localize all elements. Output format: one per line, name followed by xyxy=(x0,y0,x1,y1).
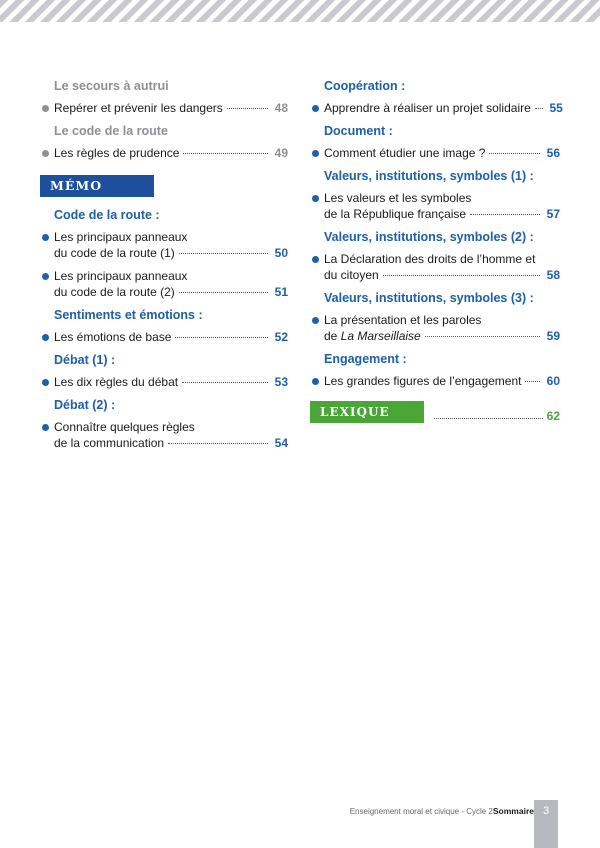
page-number-tab xyxy=(534,800,558,848)
entry-title-line: Les principaux panneaux xyxy=(54,269,188,283)
toc-entry[interactable] xyxy=(310,251,560,283)
toc-right-column xyxy=(310,78,563,423)
bullet-icon xyxy=(42,234,49,241)
leader-dots xyxy=(425,336,540,337)
bullet-icon xyxy=(42,424,49,431)
bullet-icon xyxy=(42,150,49,157)
toc-entry[interactable] xyxy=(40,100,288,116)
section-heading: Valeurs, institutions, symboles (2) : xyxy=(324,230,534,244)
entry-title-line: Les règles de prudence xyxy=(54,146,180,160)
entry-title-line: Les émotions de base xyxy=(54,330,172,344)
leader-dots xyxy=(182,382,268,383)
header-stripe-band xyxy=(0,0,600,22)
leader-dots xyxy=(489,153,540,154)
toc-left-column xyxy=(40,78,288,458)
bullet-icon xyxy=(42,334,49,341)
intro-block xyxy=(40,78,288,161)
memo-block xyxy=(40,207,288,451)
entry-page-number: 55 xyxy=(549,101,563,115)
leader-dots xyxy=(470,214,540,215)
lexique-entry[interactable] xyxy=(310,401,560,423)
entry-title-line: La Déclaration des droits de l’homme et xyxy=(324,252,536,266)
entry-title-line: de la communication xyxy=(54,436,165,450)
leader-dots xyxy=(175,337,268,338)
entry-title-line: Apprendre à réaliser un projet solidaire xyxy=(324,101,531,115)
entry-page-number: 49 xyxy=(274,146,288,160)
entry-page-number: 60 xyxy=(546,374,560,388)
entry-page-number: 57 xyxy=(546,207,560,221)
section-heading: Valeurs, institutions, symboles (3) : xyxy=(324,291,534,305)
leader-dots xyxy=(227,108,268,109)
toc-entry[interactable] xyxy=(310,145,560,161)
entry-page-number: 56 xyxy=(546,146,560,160)
entry-title-line: Les grandes figures de l’engagement xyxy=(324,374,522,388)
lexique-banner: LEXIQUE xyxy=(310,401,424,423)
bullet-icon xyxy=(312,105,319,112)
section-heading: Le code de la route xyxy=(54,124,168,138)
entry-title-line: de la République française xyxy=(324,207,467,221)
entry-page-number: 50 xyxy=(274,246,288,260)
entry-page-number: 54 xyxy=(274,436,288,450)
section-heading: Débat (2) : xyxy=(54,398,116,412)
entry-title-line: Comment étudier une image ? xyxy=(324,146,486,160)
toc-entry[interactable] xyxy=(40,329,288,345)
leader-dots xyxy=(434,418,543,419)
bullet-icon xyxy=(312,378,319,385)
footer-section: Sommaire xyxy=(492,806,534,816)
section-heading: Code de la route : xyxy=(54,208,160,222)
toc-entry[interactable] xyxy=(40,145,288,161)
leader-dots xyxy=(179,253,268,254)
entry-page-number: 48 xyxy=(274,101,288,115)
entry-page-number: 53 xyxy=(274,375,288,389)
entry-title-line: La présentation et les paroles xyxy=(324,313,482,327)
bullet-icon xyxy=(312,317,319,324)
leader-dots xyxy=(168,443,268,444)
leader-dots xyxy=(525,381,540,382)
footer-text xyxy=(350,806,534,816)
toc-entry[interactable] xyxy=(310,190,560,222)
toc-entry[interactable] xyxy=(310,100,563,116)
entry-title-line: de La Marseillaise xyxy=(324,329,421,343)
toc-entry[interactable] xyxy=(40,229,288,261)
leader-dots xyxy=(179,292,268,293)
entry-page-number: 51 xyxy=(274,285,288,299)
entry-page-number: 59 xyxy=(546,329,560,343)
section-heading: Valeurs, institutions, symboles (1) : xyxy=(324,169,534,183)
memo-banner: MÉMO xyxy=(40,175,154,197)
bullet-icon xyxy=(42,379,49,386)
entry-title-line: du citoyen xyxy=(324,268,379,282)
entry-title-line: du code de la route (1) xyxy=(54,246,175,260)
section-heading: Document : xyxy=(324,124,393,138)
bullet-icon xyxy=(312,256,319,263)
bullet-icon xyxy=(42,105,49,112)
section-heading: Coopération : xyxy=(324,79,406,93)
toc-entry[interactable] xyxy=(310,312,560,344)
entry-page-number: 52 xyxy=(274,330,288,344)
leader-dots xyxy=(383,275,540,276)
entry-title-line: Connaître quelques règles xyxy=(54,420,195,434)
lexique-page-number: 62 xyxy=(546,409,560,423)
toc-entry[interactable] xyxy=(310,373,560,389)
page-number: 3 xyxy=(542,805,550,817)
entry-title-line: Les valeurs et les symboles xyxy=(324,191,472,205)
section-heading: Sentiments et émotions : xyxy=(54,308,203,322)
bullet-icon xyxy=(312,150,319,157)
bullet-icon xyxy=(42,273,49,280)
entry-title-line: Repérer et prévenir les dangers xyxy=(54,101,223,115)
section-heading: Débat (1) : xyxy=(54,353,116,367)
leader-dots xyxy=(183,153,268,154)
entry-title-line: du code de la route (2) xyxy=(54,285,175,299)
entry-title-line: Les dix règles du débat xyxy=(54,375,179,389)
footer-book-title: Enseignement moral et civique - Cycle 2 xyxy=(349,807,493,816)
leader-dots xyxy=(535,108,543,109)
toc-entry[interactable] xyxy=(40,374,288,390)
entry-page-number: 58 xyxy=(546,268,560,282)
right-sections xyxy=(310,78,563,389)
bullet-icon xyxy=(312,195,319,202)
entry-title-line: Les principaux panneaux xyxy=(54,230,188,244)
toc-entry[interactable] xyxy=(40,268,288,300)
section-heading: Le secours à autrui xyxy=(54,79,169,93)
section-heading: Engagement : xyxy=(324,352,407,366)
toc-entry[interactable] xyxy=(40,419,288,451)
